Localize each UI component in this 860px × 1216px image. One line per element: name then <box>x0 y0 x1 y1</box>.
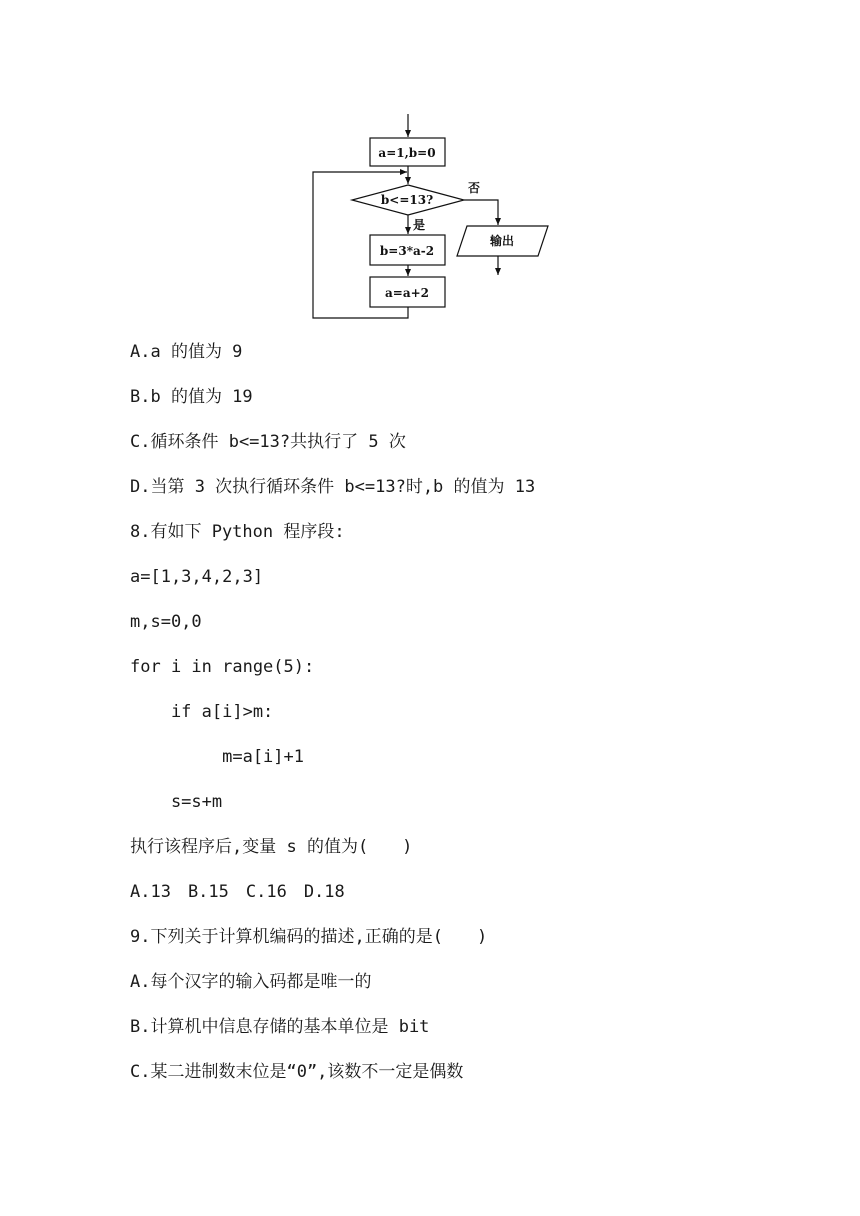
q7-option-c: C.循环条件 b<=13?共执行了 5 次 <box>130 432 406 452</box>
no-label: 否 <box>468 181 481 195</box>
flowchart <box>300 112 570 324</box>
assign-a-label: a=a+2 <box>384 286 430 300</box>
q7-option-a: A.a 的值为 9 <box>130 342 243 362</box>
init-box-label: a=1,b=0 <box>378 146 436 160</box>
q9-option-b: B.计算机中信息存储的基本单位是 bit <box>130 1017 430 1037</box>
q8-stem: 8.有如下 Python 程序段: <box>130 522 345 542</box>
condition-label: b<=13? <box>380 193 434 207</box>
code-line-2: m,s=0,0 <box>130 612 202 632</box>
q7-option-b: B.b 的值为 19 <box>130 387 253 407</box>
q9-option-c: C.某二进制数末位是“0”,该数不一定是偶数 <box>130 1062 464 1082</box>
code-line-3: for i in range(5): <box>130 657 315 677</box>
q8-question: 执行该程序后,变量 s 的值为( ) <box>130 837 413 857</box>
code-line-5: m=a[i]+1 <box>130 747 304 767</box>
code-line-1: a=[1,3,4,2,3] <box>130 567 264 587</box>
q9-stem: 9.下列关于计算机编码的描述,正确的是( ) <box>130 927 488 947</box>
code-line-6: s=s+m <box>130 792 223 812</box>
no-branch-line <box>464 200 498 225</box>
output-label: 输出 <box>489 234 515 248</box>
assign-b-label: b=3*a-2 <box>379 244 435 258</box>
yes-label: 是 <box>413 218 426 232</box>
q8-options: A.13 B.15 C.16 D.18 <box>130 882 345 902</box>
code-line-4: if a[i]>m: <box>130 702 274 722</box>
q9-option-a: A.每个汉字的输入码都是唯一的 <box>130 972 372 992</box>
q7-option-d: D.当第 3 次执行循环条件 b<=13?时,b 的值为 13 <box>130 477 536 497</box>
